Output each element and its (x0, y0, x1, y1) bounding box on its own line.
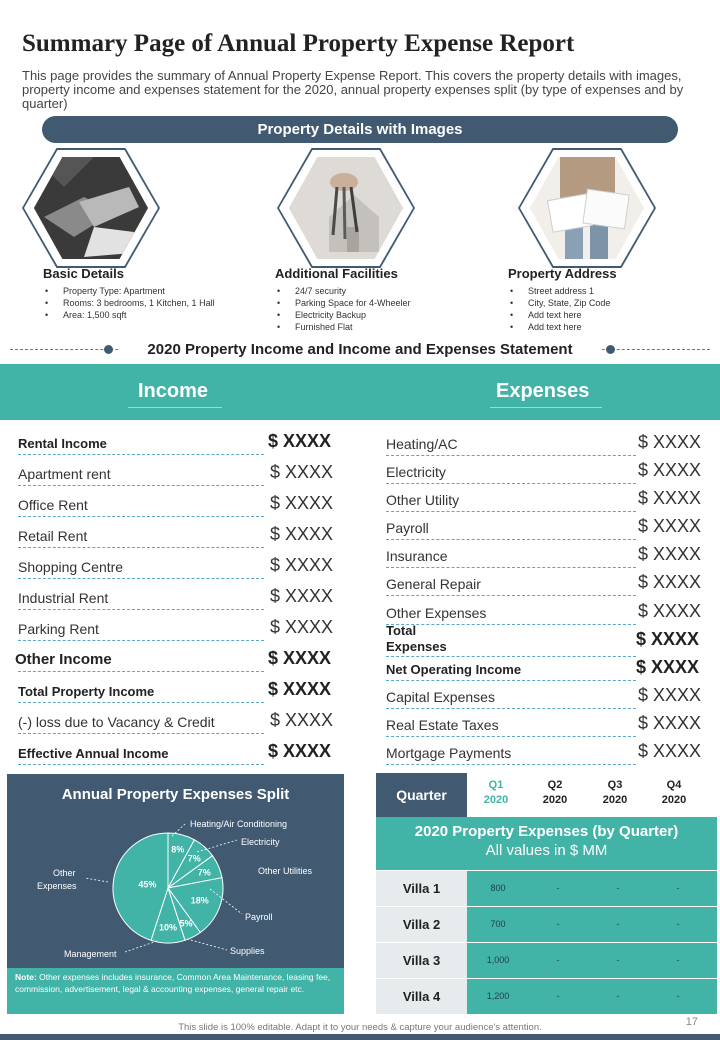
villa-values (467, 943, 717, 978)
expense-label: General Repair (386, 576, 481, 592)
pie-note (7, 968, 344, 1014)
additional-facilities-title: Additional Facilities (275, 266, 398, 281)
pie-title: Annual Property Expenses Split (61, 786, 290, 803)
expense-row (386, 542, 704, 568)
dashed-line (18, 733, 264, 734)
table-cell: 800 (490, 883, 506, 893)
villa-name: Villa 2 (376, 907, 467, 942)
income-row (15, 646, 336, 672)
total-line-2: Expenses (386, 639, 447, 654)
dashed-line (386, 539, 636, 540)
expense-amount: $ XXXX (638, 432, 702, 452)
quarter-label: Q4 (666, 779, 682, 791)
table-cell: 1,000 (486, 955, 510, 965)
income-amount: $ XXXX (268, 679, 332, 699)
income-label: Shopping Centre (18, 559, 124, 575)
income-label: Other Income (15, 651, 112, 668)
expense-row (386, 486, 704, 512)
table-row (376, 871, 717, 906)
villa-name: Villa 4 (376, 979, 467, 1014)
footer-note: This slide is 100% editable. Adapt it to your needs & capture your audience's attention. (178, 1022, 542, 1033)
page-title: Summary Page of Annual Property Expense Report (22, 30, 575, 57)
pie-label-management: Management (64, 949, 117, 959)
expense-amount: $ XXXX (638, 685, 702, 705)
list-item: • Add text here (508, 309, 698, 321)
table-cell: - (676, 919, 680, 929)
basic-details-title: Basic Details (43, 266, 124, 281)
income-amount: $ XXXX (268, 648, 332, 668)
list-item: • City, State, Zip Code (508, 297, 698, 309)
bottom-bar (0, 1034, 720, 1040)
property-details-header: Property Details with Images (42, 116, 678, 143)
basic-details (43, 266, 233, 321)
quarter-year: 2020 (602, 794, 628, 806)
expense-amount: $ XXXX (638, 460, 702, 480)
income-expenses-band (0, 364, 720, 420)
table-cell: - (676, 883, 680, 893)
dashed-line (386, 595, 636, 596)
expenses-underline (490, 407, 602, 408)
pie-percent-label: 18% (190, 895, 209, 906)
expense-amount: $ XXXX (636, 657, 700, 677)
expense-row (386, 458, 704, 484)
quarter-year: 2020 (661, 794, 687, 806)
income-underline (128, 407, 222, 408)
dashed-line (386, 736, 636, 737)
dashed-line (18, 764, 264, 765)
pie-percent-label: 8% (171, 844, 185, 855)
expense-label: Other Expenses (386, 605, 487, 621)
expenses-heading: Expenses (496, 380, 590, 402)
pie-percent-label: 5% (179, 918, 193, 929)
expense-label: Electricity (386, 464, 446, 480)
dashed-line (18, 485, 264, 486)
table-cell: - (616, 919, 620, 929)
pie-percent-label: 7% (187, 853, 201, 864)
pie-percent-label: 45% (138, 879, 157, 890)
income-row (18, 553, 336, 579)
dashed-line (18, 578, 264, 579)
income-amount: $ XXXX (270, 493, 334, 513)
expense-row (386, 514, 704, 540)
quarter-col-q3 (585, 778, 645, 808)
dashed-line (18, 547, 264, 548)
table-cell: 700 (490, 919, 506, 929)
property-photo-documents (518, 148, 656, 268)
expense-row (386, 683, 704, 709)
table-row (376, 979, 717, 1014)
villa-values (467, 979, 717, 1014)
divider-dot (606, 345, 615, 354)
pie-percent-label: 7% (197, 867, 211, 878)
pie-label-other-2: Expenses (37, 881, 77, 891)
quarter-banner (376, 817, 717, 870)
divider-dot (104, 345, 113, 354)
expense-amount: $ XXXX (638, 572, 702, 592)
statement-title: 2020 Property Income and Income and Expenses Statement (118, 339, 602, 361)
dashed-line (386, 511, 636, 512)
banner-title: 2020 Property Expenses (by Quarter) (414, 823, 679, 840)
income-row (18, 429, 336, 455)
dashed-line (18, 609, 264, 610)
dashed-line (18, 702, 264, 703)
income-label: Total Property Income (18, 684, 155, 699)
income-amount: $ XXXX (268, 741, 332, 761)
income-heading: Income (138, 380, 209, 402)
income-amount: $ XXXX (268, 431, 332, 451)
pie-label-utilities: Other Utilities (258, 866, 313, 876)
banner-subtitle: All values in $ MM (485, 842, 608, 859)
quarter-col-q4 (644, 778, 704, 808)
property-photo-keys (277, 148, 415, 268)
pie-label-supplies: Supplies (230, 946, 265, 956)
income-row (18, 677, 336, 703)
quarter-year: 2020 (542, 794, 568, 806)
expense-label: Mortgage Payments (386, 745, 512, 761)
quarter-label: Q2 (547, 779, 563, 791)
quarter-label: Q1 (488, 779, 504, 791)
income-row (18, 460, 336, 486)
expense-label: Heating/AC (386, 436, 458, 452)
expense-row (386, 655, 704, 681)
table-row (376, 943, 717, 978)
expense-row (386, 711, 704, 737)
income-label: Industrial Rent (18, 590, 109, 606)
table-row (376, 907, 717, 942)
table-cell: - (616, 883, 620, 893)
quarter-header: Quarter (376, 773, 467, 817)
pie-chart (7, 774, 344, 968)
list-item: • Electricity Backup (275, 309, 465, 321)
list-item: • Area: 1,500 sqft (43, 309, 233, 321)
income-label: Retail Rent (18, 528, 88, 544)
income-amount: $ XXXX (270, 462, 334, 482)
table-cell: - (616, 955, 620, 965)
expense-amount: $ XXXX (638, 488, 702, 508)
quarter-col-q1 (466, 778, 526, 808)
income-label: (-) loss due to Vacancy & Credit (18, 714, 215, 730)
additional-facilities (275, 266, 465, 333)
pie-percent-label: 10% (158, 922, 178, 933)
list-item: • Furnished Flat (275, 321, 465, 333)
dashed-line (386, 764, 636, 765)
villa-values (467, 871, 717, 906)
pie-label-heating: Heating/Air Conditioning (190, 819, 288, 829)
income-label: Effective Annual Income (18, 746, 169, 761)
expense-amount: $ XXXX (638, 601, 702, 621)
income-amount: $ XXXX (270, 555, 334, 575)
table-cell: - (556, 883, 560, 893)
list-item: • Parking Space for 4-Wheeler (275, 297, 465, 309)
income-label: Rental Income (18, 436, 107, 451)
villa-values (467, 907, 717, 942)
expense-label: Net Operating Income (386, 662, 522, 677)
income-label: Office Rent (18, 497, 88, 513)
income-row (18, 522, 336, 548)
income-row (18, 739, 336, 765)
income-row (18, 615, 336, 641)
villa-name: Villa 3 (376, 943, 467, 978)
income-label: Parking Rent (18, 621, 99, 637)
expense-row (386, 430, 704, 456)
income-row (18, 491, 336, 517)
expense-amount: $ XXXX (638, 516, 702, 536)
expense-label (386, 623, 447, 655)
expense-row (386, 570, 704, 596)
table-cell: - (676, 955, 680, 965)
list-item: • Street address 1 (508, 285, 698, 297)
quarter-year: 2020 (483, 794, 509, 806)
property-address-title: Property Address (508, 266, 617, 281)
expense-label: Capital Expenses (386, 689, 495, 705)
table-cell: - (556, 919, 560, 929)
note-label: Note: (15, 972, 37, 982)
income-amount: $ XXXX (270, 710, 334, 730)
pie-label-payroll: Payroll (245, 912, 273, 922)
table-cell: - (616, 991, 620, 1001)
quarter-label: Q3 (607, 779, 623, 791)
income-amount: $ XXXX (270, 617, 334, 637)
expense-amount: $ XXXX (638, 741, 702, 761)
expense-label: Other Utility (386, 492, 460, 508)
pie-label-electricity: Electricity (241, 837, 280, 847)
intro-text: This page provides the summary of Annual Property Expense Report. This covers the property details with images, property income and expenses statement for the 2020, annual property expenses split (by type of expenses and by quarter) (22, 68, 684, 111)
list-item: • Add text here (508, 321, 698, 333)
expense-amount: $ XXXX (636, 629, 700, 649)
dashed-line (18, 516, 264, 517)
dashed-line (18, 454, 264, 455)
dashed-line (386, 483, 636, 484)
total-line-1: Total (386, 623, 417, 638)
property-photo-handshake (22, 148, 160, 268)
expense-row (386, 599, 704, 625)
expense-label: Insurance (386, 548, 448, 564)
dashed-line (386, 567, 636, 568)
table-cell: - (556, 955, 560, 965)
expense-amount: $ XXXX (638, 713, 702, 733)
table-cell: 1,200 (486, 991, 510, 1001)
dashed-line (18, 671, 264, 672)
list-item: • 24/7 security (275, 285, 465, 297)
expense-label: Payroll (386, 520, 429, 536)
page-number: 17 (685, 1016, 698, 1028)
expense-row-total (386, 623, 704, 657)
dashed-line (18, 640, 264, 641)
income-amount: $ XXXX (270, 524, 334, 544)
income-row (18, 584, 336, 610)
pie-label-other-1: Other (53, 868, 76, 878)
table-cell: - (676, 991, 680, 1001)
income-row (18, 708, 336, 734)
dashed-line (386, 455, 636, 456)
expense-label: Real Estate Taxes (386, 717, 499, 733)
quarter-col-q2 (525, 778, 585, 808)
dashed-line (386, 708, 636, 709)
income-label: Apartment rent (18, 466, 111, 482)
note-text: Other expenses includes insurance, Common Area Maintenance, leasing fee, commission, advertisement, legal & accounting expenses, general repair etc. (15, 972, 331, 994)
list-item: • Rooms: 3 bedrooms, 1 Kitchen, 1 Hall (43, 297, 233, 309)
table-cell: - (556, 991, 560, 1001)
income-amount: $ XXXX (270, 586, 334, 606)
property-address (508, 266, 698, 333)
expense-row (386, 739, 704, 765)
villa-name: Villa 1 (376, 871, 467, 906)
expense-amount: $ XXXX (638, 544, 702, 564)
dashed-line (386, 680, 636, 681)
list-item: • Property Type: Apartment (43, 285, 233, 297)
